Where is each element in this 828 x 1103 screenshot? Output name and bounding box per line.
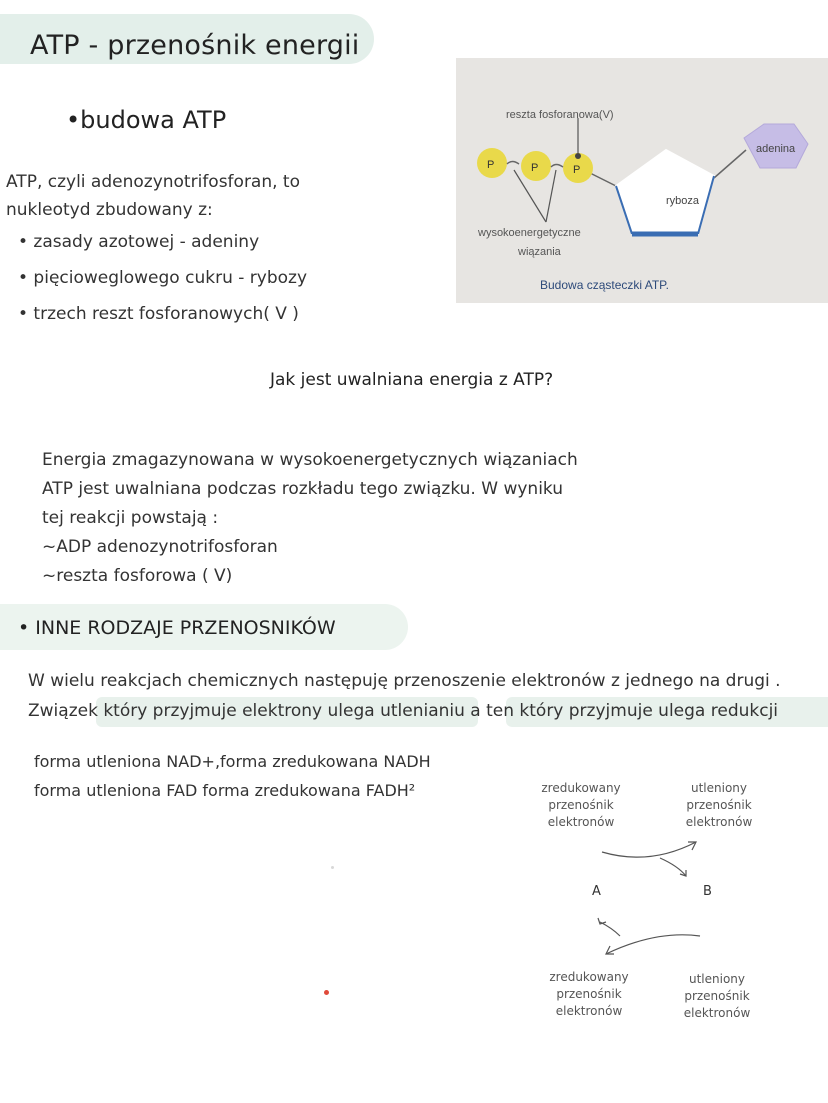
subheading-budowa: •budowa ATP <box>66 106 227 134</box>
diagram-bottom-right-label: utleniony przenośnik elektronów <box>683 972 751 1020</box>
diagram-top-left-label: zredukowany przenośnik elektronów <box>541 781 621 829</box>
diagram-letter-a: A <box>592 884 601 899</box>
intro-text <box>6 168 300 224</box>
forms-line-1: forma utleniona NAD+,forma zredukowana NADH <box>34 752 431 771</box>
paragraph-line-2: ATP jest uwalniana podczas rozkładu tego związku. W wyniku <box>42 479 564 499</box>
page-title: ATP - przenośnik energii <box>30 30 360 61</box>
atp-diagram-svg <box>456 58 828 303</box>
paragraph-line-3: tej reakcji powstają : <box>42 508 219 528</box>
ribose-shape <box>616 150 714 234</box>
electron-text-line-2: Związek który przyjmuje elektrony ulega utlenianiu a ten który przyjmuje ulega redukcji <box>28 701 779 721</box>
bullet-phosphates: • trzech reszt fosforanowych( V ) <box>18 304 299 324</box>
adenine-label: adenina <box>756 143 796 155</box>
p-letter-2: P <box>531 162 539 174</box>
p-letter-1: P <box>487 159 495 171</box>
intro-line-2: nukleotyd zbudowany z: <box>6 200 213 220</box>
bonds-label-line1: wysokoenergetyczne <box>478 227 581 239</box>
carrier-arrows <box>560 830 740 970</box>
forms-line-2: forma utleniona FAD forma zredukowana FADH² <box>34 781 416 800</box>
section-heading: • INNE RODZAJE PRZENOSNIKÓW <box>18 617 336 639</box>
phosphate-label: reszta fosforanowa(V) <box>506 109 614 121</box>
figure-caption: Budowa cząsteczki ATP. <box>540 278 669 292</box>
intro-line-1: ATP, czyli adenozynotrifosforan, to <box>6 172 300 192</box>
question-heading: Jak jest uwalniana energia z ATP? <box>270 370 554 390</box>
p-letter-3: P <box>573 164 581 176</box>
paragraph-line-1: Energia zmagazynowana w wysokoenergetycznych wiązaniach <box>42 450 578 470</box>
diagram-top-right-label: utleniony przenośnik elektronów <box>685 781 753 829</box>
paragraph-line-5: ~reszta fosforowa ( V) <box>42 566 233 586</box>
paragraph-line-4: ~ADP adenozynotrifosforan <box>42 537 278 557</box>
atp-structure-figure <box>456 58 828 303</box>
diagram-bottom-left-label: zredukowany przenośnik elektronów <box>549 970 629 1018</box>
bullet-adenine: • zasady azotowej - adeniny <box>18 232 260 252</box>
red-dot <box>324 990 329 995</box>
bullet-ribose: • pięcioweglowego cukru - rybozy <box>18 268 308 288</box>
grey-dot <box>331 866 334 869</box>
electron-text-line-1: W wielu reakcjach chemicznych następuję przenoszenie elektronów z jednego na drugi . <box>28 671 781 691</box>
bonds-label-line2: wiązania <box>518 246 561 258</box>
diagram-letter-b: B <box>703 884 712 899</box>
ribose-label: ryboza <box>666 195 700 207</box>
energy-paragraph <box>42 446 578 591</box>
